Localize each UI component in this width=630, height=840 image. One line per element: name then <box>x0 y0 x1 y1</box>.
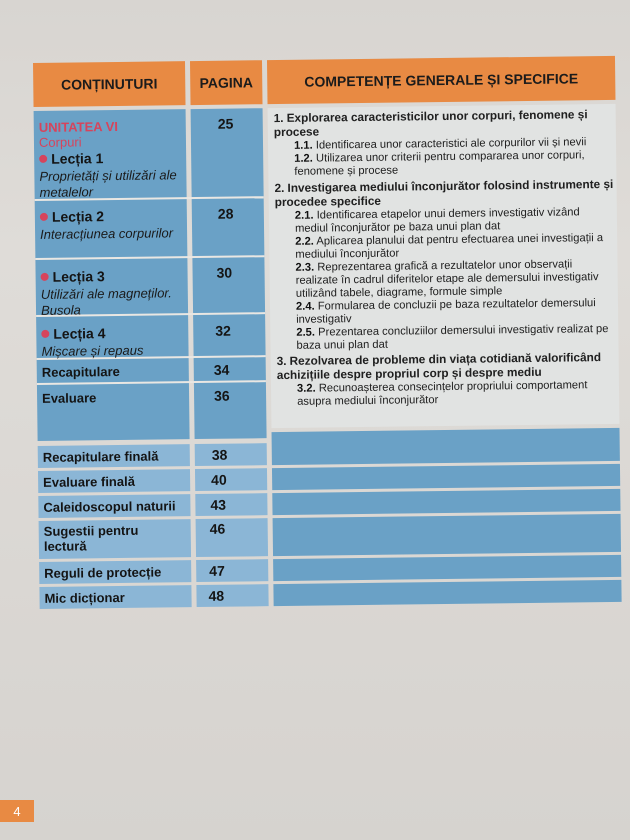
row-label[interactable]: Recapitulare <box>41 363 120 380</box>
bullet-icon <box>41 330 49 338</box>
lesson-title: Lecția 3 <box>52 268 105 285</box>
row-page: 38 <box>211 446 228 463</box>
unit-heading <box>39 118 185 201</box>
bullet-icon <box>41 273 49 281</box>
competence-item: 2.4. Formularea de concluzii pe baza rezultatelor demersului investigativ <box>295 297 596 326</box>
row-page: 40 <box>211 471 227 488</box>
competence-item: 3.2. Recunoașterea consecințelor propriului comportament asupra mediului înconjurător <box>296 379 588 408</box>
bullet-icon <box>40 213 48 221</box>
row-page: 48 <box>208 587 225 604</box>
unit-page: 25 <box>217 115 234 132</box>
lesson-2[interactable] <box>40 207 185 243</box>
lesson-3[interactable] <box>41 267 187 319</box>
bullet-icon <box>39 155 47 163</box>
row-page: 46 <box>209 520 226 537</box>
lesson-4-page: 32 <box>215 322 231 339</box>
competence-item: 2.5. Prezentarea concluziilor demersului investigativ realizat pe baza unui plan dat <box>296 322 609 352</box>
row-page: 36 <box>213 387 230 404</box>
lesson-title: Lecția 4 <box>53 325 106 342</box>
lesson-title: Lecția 2 <box>51 208 105 225</box>
competence-item: 1.1. Identificarea unor caracteristici ale corpurilor vii și nevii <box>293 136 587 152</box>
lesson-3-page: 30 <box>216 264 233 281</box>
lesson-4[interactable] <box>41 324 186 360</box>
page-number: 4 <box>0 800 34 822</box>
row-label[interactable]: Evaluare finală <box>43 473 135 490</box>
competence-item: 2.1. Identificarea etapelor unui demers investigativ vizând mediul înconjurător pe baza unui plan dat <box>294 206 580 235</box>
lesson-subtitle: Utilizări ale magneților. Busola <box>40 285 172 318</box>
row-label[interactable]: Sugestii pentru lectură <box>43 522 139 554</box>
competence-item: 1. Explorarea caracteristicilor unor corpuri, fenomene și procese <box>273 107 588 140</box>
competences-list <box>274 108 618 409</box>
row-page: 47 <box>209 562 225 579</box>
lesson-1[interactable] <box>39 149 185 201</box>
unit-title: UNITATEA VI <box>38 118 119 135</box>
row-label[interactable]: Reguli de protecție <box>44 564 162 581</box>
lesson-2-page: 28 <box>217 205 234 222</box>
row-label[interactable]: Mic dicționar <box>44 589 125 606</box>
contents-table <box>33 56 622 606</box>
row-label[interactable]: Caleidoscopul naturii <box>43 498 176 515</box>
lesson-subtitle: Interacțiunea corpurilor <box>40 225 174 242</box>
competence-item: 1.2. Utilizarea unor criterii pentru compararea unor corpuri, fenomene și procese <box>294 149 585 178</box>
lesson-subtitle: Proprietăți și utilizări ale metalelor <box>39 167 177 200</box>
header-pagina: PAGINA <box>190 60 263 105</box>
lesson-title: Lecția 1 <box>51 150 104 167</box>
row-label[interactable]: Evaluare <box>42 390 97 406</box>
competence-item: 3. Rezolvarea de probleme din viața cotidiană valorificând achizițiile despre propriul corp și despre mediu <box>276 350 602 383</box>
lesson-subtitle: Mișcare și repaus <box>41 342 144 359</box>
competence-item: 2.2. Aplicarea planului dat pentru efectuarea unei investigații a mediului înconjurător <box>295 232 604 261</box>
row-page: 43 <box>210 496 227 513</box>
header-continuturi: CONȚINUTURI <box>33 61 186 107</box>
competence-item: 2. Investigarea mediului înconjurător folosind instrumente și procedee specifice <box>274 176 614 210</box>
row-label[interactable]: Recapitulare finală <box>42 448 159 465</box>
row-page: 34 <box>213 361 230 378</box>
header-competente: COMPETENȚE GENERALE ȘI SPECIFICE <box>267 56 616 104</box>
unit-subtitle: Corpuri <box>38 134 82 150</box>
competence-item: 2.3. Reprezentarea grafică a rezultatelor unor observații realizate în cadrul diferitelor etape ale demersului investigativ utilizând tabele, diagrame, formule simple <box>295 258 599 300</box>
